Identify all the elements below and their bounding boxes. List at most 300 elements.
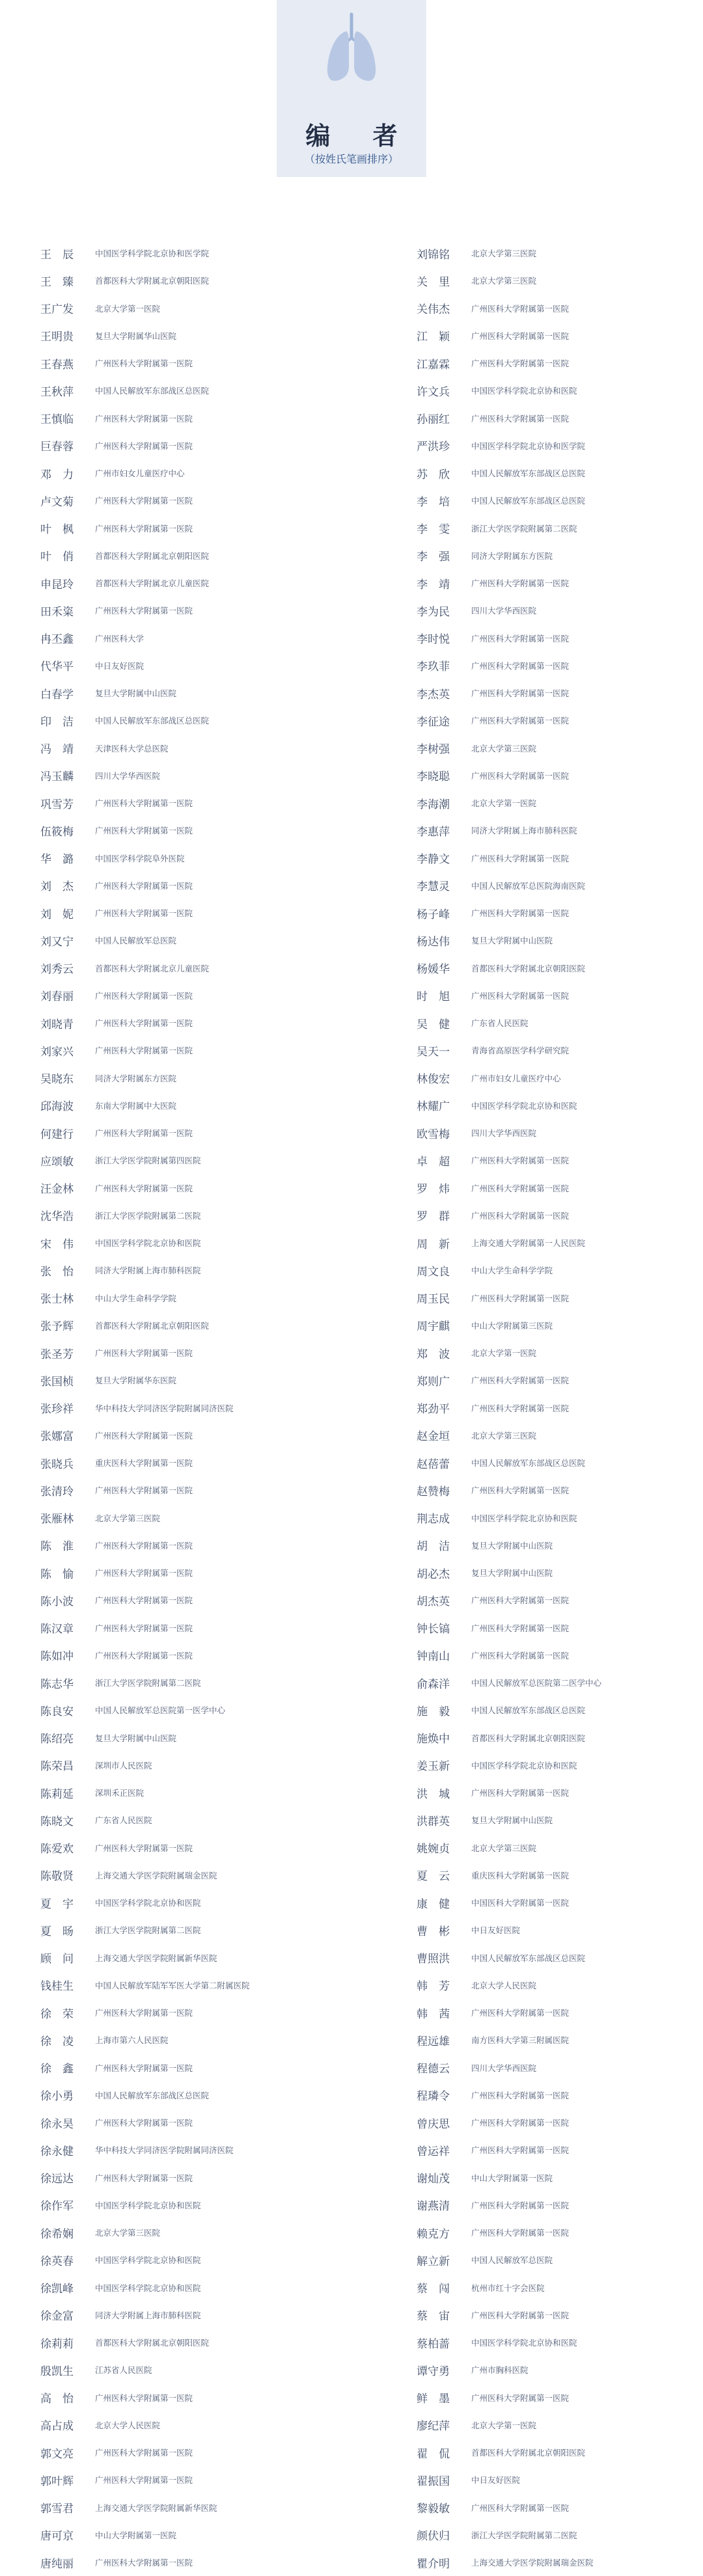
editor-name: 康 健 <box>417 1897 450 1911</box>
editor-name: 邱海波 <box>40 1100 74 1114</box>
editor-row <box>40 1586 250 1614</box>
editor-affiliation: 广州医科大学附属第一医院 <box>471 688 570 699</box>
editor-affiliation: 东南大学附属中大医院 <box>95 1100 177 1111</box>
editor-name: 王广发 <box>40 303 74 317</box>
editor-row <box>417 1366 601 1394</box>
editor-affiliation: 广州医科大学附属第一医院 <box>471 2118 570 2128</box>
editor-row <box>40 295 250 322</box>
editor-row <box>40 2301 250 2329</box>
editor-row <box>417 349 601 377</box>
editor-affiliation: 浙江大学医学院附属第二医院 <box>95 1925 201 1936</box>
editor-name: 李时悦 <box>417 633 450 647</box>
editor-row <box>40 2356 250 2383</box>
editor-row <box>40 1642 250 1669</box>
editor-row <box>40 2081 250 2109</box>
editor-name: 华 潞 <box>40 853 74 867</box>
editor-affiliation: 广州医科大学附属第一医院 <box>471 2502 570 2513</box>
editor-row <box>40 1284 250 1312</box>
editor-name: 刘锦铭 <box>417 248 450 262</box>
editor-row <box>417 515 601 542</box>
editor-row <box>417 2164 601 2191</box>
editor-name: 王春燕 <box>40 358 74 372</box>
editor-row <box>417 1642 601 1669</box>
editor-name: 唐可京 <box>40 2530 74 2543</box>
editor-affiliation: 广州医科大学附属第一医院 <box>471 1595 570 1606</box>
editor-row <box>40 322 250 349</box>
editor-name: 赵蓓蕾 <box>417 1457 450 1471</box>
editor-name: 田禾粢 <box>40 605 74 619</box>
editor-row <box>40 955 250 982</box>
editor-affiliation: 广州医科大学附属第一医院 <box>95 2558 193 2568</box>
editor-row <box>40 1779 250 1806</box>
editor-affiliation: 同济大学附属东方医院 <box>95 1073 177 1083</box>
editor-affiliation: 浙江大学医学院附属第二医院 <box>471 2530 577 2540</box>
editor-affiliation: 广州医科大学附属第一医院 <box>471 1403 570 1413</box>
editor-row <box>417 1614 601 1642</box>
editor-row <box>40 2054 250 2081</box>
editor-affiliation: 北京大学第三医院 <box>471 1843 537 1853</box>
editor-affiliation: 同济大学附属上海市肺科医院 <box>95 2310 201 2320</box>
editor-affiliation: 广州医科大学附属第一医院 <box>95 496 193 506</box>
editor-name: 陈晓文 <box>40 1815 74 1828</box>
editor-affiliation: 四川大学华西医院 <box>471 2063 537 2073</box>
editor-name: 陈荣昌 <box>40 1760 74 1774</box>
editor-row <box>40 1972 250 1999</box>
editor-row <box>40 1256 250 1284</box>
editor-affiliation: 中日友好医院 <box>471 2475 521 2486</box>
editor-row <box>40 487 250 514</box>
editor-affiliation: 中国医学科学院阜外医院 <box>95 853 185 863</box>
editor-affiliation: 广州医科大学附属第一医院 <box>95 1128 193 1139</box>
editor-row <box>417 1394 601 1422</box>
editor-name: 冯玉麟 <box>40 770 74 784</box>
editor-affiliation: 中国医学科学院北京协和医院 <box>95 1238 201 1249</box>
editor-affiliation: 北京大学第一医院 <box>95 303 161 314</box>
editor-row <box>40 625 250 652</box>
editor-affiliation: 华中科技大学同济医学院附属同济医院 <box>95 1403 234 1413</box>
editor-name: 李慧灵 <box>417 880 450 894</box>
editor-row <box>40 459 250 487</box>
editor-name: 胡杰英 <box>417 1595 450 1608</box>
editor-row <box>417 2109 601 2136</box>
editor-name: 李晓聪 <box>417 770 450 784</box>
editor-affiliation: 广州医科大学附属第一医院 <box>471 716 570 726</box>
editor-affiliation: 广州医科大学附属第一医院 <box>471 908 570 919</box>
editor-affiliation: 广州医科大学附属第一医院 <box>471 990 570 1001</box>
editor-name: 鲜 墨 <box>417 2393 450 2406</box>
editor-name: 蔡 宙 <box>417 2310 450 2324</box>
editor-row <box>417 1202 601 1229</box>
editor-affiliation: 中国人民解放军东部战区总医院 <box>471 1458 586 1469</box>
editor-name: 罗 炜 <box>417 1183 450 1197</box>
editor-row <box>40 2136 250 2163</box>
editor-name: 洪 城 <box>417 1787 450 1801</box>
editor-row <box>40 1366 250 1394</box>
editor-affiliation: 首都医科大学附属北京朝阳医院 <box>471 2448 586 2458</box>
editor-name: 许文兵 <box>417 385 450 399</box>
editor-name: 钟南山 <box>417 1650 450 1664</box>
editor-affiliation: 中国人民解放军东部战区总医院 <box>471 496 586 506</box>
editor-affiliation: 广州医科大学附属第一医院 <box>95 880 193 891</box>
editor-affiliation: 广州医科大学附属第一医院 <box>95 2393 193 2403</box>
editor-name: 宋 伟 <box>40 1238 74 1251</box>
editor-name: 郭雪君 <box>40 2502 74 2516</box>
editor-affiliation: 广州医科大学附属第一医院 <box>95 1046 193 1056</box>
editor-affiliation: 广州医科大学附属第一医院 <box>95 413 193 424</box>
editor-name: 张予辉 <box>40 1320 74 1334</box>
editor-row <box>417 1696 601 1724</box>
editor-row <box>417 899 601 927</box>
editor-name: 郑劲平 <box>417 1403 450 1417</box>
editor-name: 谢燕清 <box>417 2200 450 2214</box>
editor-name: 解立新 <box>417 2255 450 2268</box>
editor-row <box>417 1779 601 1806</box>
editor-affiliation: 北京大学第三医院 <box>95 1513 161 1523</box>
editor-affiliation: 复旦大学附属中山医院 <box>95 1733 177 1743</box>
editor-affiliation: 广州医科大学附属第一医院 <box>471 2228 570 2238</box>
editor-affiliation: 广州医科大学附属第一医院 <box>471 2008 570 2018</box>
editor-row <box>40 1202 250 1229</box>
editor-affiliation: 北京大学第三医院 <box>471 249 537 259</box>
editor-name: 王 臻 <box>40 275 74 289</box>
editor-affiliation: 中国人民解放军东部战区总医院 <box>95 2090 210 2100</box>
editor-row <box>417 652 601 679</box>
editor-row <box>417 1284 601 1312</box>
editor-affiliation: 复旦大学附属华东医院 <box>95 1376 177 1386</box>
editor-name: 曾运祥 <box>417 2145 450 2158</box>
editor-name: 夏 旸 <box>40 1925 74 1938</box>
editor-affiliation: 中国人民解放军东部战区总医院 <box>471 1953 586 1963</box>
editor-affiliation: 深圳市人民医院 <box>95 1760 152 1770</box>
editor-name: 徐作军 <box>40 2200 74 2214</box>
editor-affiliation: 广州医科大学附属第一医院 <box>471 1156 570 1166</box>
editor-affiliation: 同济大学附属上海市肺科医院 <box>471 826 577 836</box>
editor-affiliation: 广州医科大学附属第一医院 <box>471 2310 570 2320</box>
editor-row <box>40 1916 250 1944</box>
editor-affiliation: 天津医科大学总医院 <box>95 743 169 753</box>
editor-row <box>40 1504 250 1532</box>
editor-affiliation: 广州医科大学附属第一医院 <box>95 606 193 616</box>
editor-row <box>417 2494 601 2521</box>
editor-affiliation: 北京大学第一医院 <box>471 1348 537 1359</box>
editor-row <box>417 1064 601 1092</box>
editor-row <box>40 707 250 734</box>
editor-row <box>40 1559 250 1586</box>
editor-affiliation: 首都医科大学附属北京朝阳医院 <box>95 1320 210 1331</box>
editor-affiliation: 浙江大学医学院附属第四医院 <box>95 1156 201 1166</box>
editor-name: 张晓兵 <box>40 1457 74 1471</box>
editor-name: 李杰英 <box>417 688 450 701</box>
editor-affiliation: 广州医科大学附属第一医院 <box>95 1595 193 1606</box>
editor-name: 苏 欣 <box>417 468 450 481</box>
editor-row <box>40 1119 250 1146</box>
editor-name: 胡必杰 <box>417 1567 450 1581</box>
editor-row <box>417 2274 601 2301</box>
editor-affiliation: 复旦大学附属中山医院 <box>471 1540 553 1551</box>
editor-affiliation: 中日友好医院 <box>95 660 145 671</box>
editor-row <box>40 2329 250 2356</box>
editor-affiliation: 中国医学科学院北京协和医学院 <box>471 441 586 451</box>
editor-name: 李海潮 <box>417 798 450 811</box>
editor-name: 陈 愉 <box>40 1567 74 1581</box>
editor-row <box>417 2439 601 2466</box>
editor-name: 李 靖 <box>417 578 450 591</box>
editor-row <box>40 1174 250 1202</box>
editor-row <box>40 405 250 432</box>
editor-name: 代华平 <box>40 660 74 674</box>
editor-affiliation: 广州市妇女儿童医疗中心 <box>95 468 185 479</box>
editor-name: 杨子峰 <box>417 908 450 921</box>
editor-name: 印 洁 <box>40 715 74 729</box>
editor-affiliation: 广州医科大学附属第一医院 <box>471 1376 570 1386</box>
editor-row <box>417 1752 601 1779</box>
editor-affiliation: 广州医科大学附属第一医院 <box>95 826 193 836</box>
editor-row <box>40 2466 250 2493</box>
editor-row <box>40 1669 250 1696</box>
editor-name: 李征途 <box>417 715 450 729</box>
editor-row <box>417 2466 601 2493</box>
editor-affiliation: 广州医科大学附属第一医院 <box>95 1650 193 1661</box>
editor-affiliation: 复旦大学附属中山医院 <box>95 688 177 699</box>
editor-name: 邓 力 <box>40 468 74 481</box>
editor-name: 徐小勇 <box>40 2090 74 2104</box>
editor-row <box>417 432 601 459</box>
editor-affiliation: 广州医科大学附属第一医院 <box>471 2393 570 2403</box>
editor-affiliation: 中国人民解放军东部战区总医院 <box>471 468 586 479</box>
editor-affiliation: 同济大学附属上海市肺科医院 <box>95 1266 201 1276</box>
editor-name: 陈绍亮 <box>40 1733 74 1746</box>
editor-name: 李为民 <box>417 605 450 619</box>
editor-row <box>40 2219 250 2246</box>
editor-affiliation: 上海交通大学医学院附属新华医院 <box>95 2502 217 2513</box>
editor-row <box>417 569 601 597</box>
editor-affiliation: 复旦大学附属中山医院 <box>471 936 553 946</box>
editor-name: 陈汉章 <box>40 1623 74 1636</box>
editor-name: 刘春丽 <box>40 990 74 1004</box>
editor-affiliation: 广州医科大学附属第一医院 <box>95 1843 193 1853</box>
editor-affiliation: 中日友好医院 <box>471 1925 521 1936</box>
editor-row <box>40 2164 250 2191</box>
editor-name: 施 毅 <box>417 1705 450 1718</box>
editor-name: 徐远达 <box>40 2173 74 2186</box>
editor-name: 刘秀云 <box>40 963 74 977</box>
editor-name: 徐 荣 <box>40 2007 74 2021</box>
editor-name: 罗 群 <box>417 1210 450 1224</box>
editor-name: 王明贵 <box>40 331 74 344</box>
editor-row <box>40 1532 250 1559</box>
editor-affiliation: 北京大学第三医院 <box>471 276 537 286</box>
editor-row <box>417 1532 601 1559</box>
editor-affiliation: 北京大学第三医院 <box>471 743 537 753</box>
editor-name: 陈莉延 <box>40 1787 74 1801</box>
editor-affiliation: 广州医科大学附属第一医院 <box>471 853 570 863</box>
editor-affiliation: 中国医学科学院北京协和医学院 <box>95 249 210 259</box>
editor-row <box>417 1944 601 1972</box>
editor-name: 徐 鑫 <box>40 2063 74 2076</box>
editor-row <box>40 2246 250 2273</box>
editor-row <box>417 1092 601 1119</box>
editor-affiliation: 南方医科大学第三附属医院 <box>471 2035 570 2046</box>
editor-name: 张雁林 <box>40 1513 74 1526</box>
editor-name: 巨春蓉 <box>40 441 74 454</box>
editor-row <box>40 2549 250 2576</box>
editor-name: 徐 凌 <box>40 2035 74 2048</box>
editor-row <box>40 1422 250 1449</box>
editor-affiliation: 广州医科大学附属第一医院 <box>471 1650 570 1661</box>
editor-affiliation: 上海交通大学医学院附属新华医院 <box>95 1953 217 1963</box>
editor-row <box>40 652 250 679</box>
editor-name: 伍筱梅 <box>40 825 74 839</box>
editor-row <box>417 2329 601 2356</box>
editor-row <box>417 1559 601 1586</box>
editor-affiliation: 中山大学附属第一医院 <box>95 2530 177 2540</box>
editor-affiliation: 广州医科大学附属第一医院 <box>95 798 193 809</box>
editor-name: 徐希娴 <box>40 2227 74 2241</box>
editor-affiliation: 广州医科大学附属第一医院 <box>95 359 193 369</box>
editor-affiliation: 中国人民解放军总医院 <box>95 936 177 946</box>
editor-row <box>40 817 250 844</box>
editor-row <box>417 2191 601 2219</box>
editor-row <box>417 927 601 954</box>
editor-affiliation: 广东省人民医院 <box>471 1018 529 1029</box>
editor-affiliation: 中国人民解放军总医院海南医院 <box>471 880 586 891</box>
editor-name: 夏 云 <box>417 1870 450 1884</box>
editor-affiliation: 中山大学附属第三医院 <box>471 1320 553 1331</box>
editor-row <box>40 349 250 377</box>
editor-name: 李 雯 <box>417 523 450 537</box>
editor-affiliation: 广州医科大学附属第一医院 <box>95 1430 193 1441</box>
editor-affiliation: 上海市第六人民医院 <box>95 2035 169 2046</box>
editor-row <box>417 487 601 514</box>
editor-name: 翟振国 <box>417 2474 450 2488</box>
editor-row <box>417 1229 601 1256</box>
editor-name: 钱桂生 <box>40 1980 74 1994</box>
editor-row <box>40 2384 250 2411</box>
editor-row <box>417 1449 601 1476</box>
editor-affiliation: 广东省人民医院 <box>95 1815 152 1826</box>
editor-name: 瞿介明 <box>417 2557 450 2571</box>
editor-affiliation: 中国人民解放军总医院 <box>471 2255 553 2266</box>
editor-affiliation: 浙江大学医学院附属第二医院 <box>95 1678 201 1688</box>
page-subtitle: （按姓氏笔画排序） <box>304 153 398 165</box>
editor-name: 姜玉新 <box>417 1760 450 1774</box>
editor-row <box>417 459 601 487</box>
editor-row <box>417 1009 601 1037</box>
editor-name: 张娜富 <box>40 1430 74 1444</box>
editor-name: 王慎临 <box>40 413 74 427</box>
editor-row <box>417 405 601 432</box>
editor-name: 张国桢 <box>40 1375 74 1389</box>
editor-name: 周 新 <box>417 1238 450 1251</box>
editor-row <box>40 1449 250 1476</box>
editor-affiliation: 北京大学第三医院 <box>471 1430 537 1441</box>
editor-column-right <box>417 239 601 2576</box>
editor-row <box>417 1724 601 1752</box>
editor-row <box>417 2356 601 2383</box>
editor-name: 叶 枫 <box>40 523 74 537</box>
editor-name: 谭守勇 <box>417 2365 450 2378</box>
editor-row <box>417 872 601 899</box>
editor-affiliation: 重庆医科大学附属第一医院 <box>95 1458 193 1469</box>
editor-name: 姚婉贞 <box>417 1843 450 1856</box>
editor-name: 徐英春 <box>40 2255 74 2268</box>
editor-row <box>417 845 601 872</box>
editor-affiliation: 广州医科大学附属第一医院 <box>471 1210 570 1221</box>
editor-name: 王秋萍 <box>40 385 74 399</box>
editor-name: 程远雄 <box>417 2035 450 2048</box>
editor-affiliation: 中国医学科学院北京协和医院 <box>95 2255 201 2266</box>
editor-name: 王 辰 <box>40 248 74 262</box>
editor-name: 李惠萍 <box>417 825 450 839</box>
editor-row <box>417 1146 601 1174</box>
editor-name: 林俊宏 <box>417 1073 450 1087</box>
editor-name: 林耀广 <box>417 1100 450 1114</box>
editor-name: 徐永健 <box>40 2145 74 2158</box>
editor-name: 郭叶辉 <box>40 2474 74 2488</box>
editor-affiliation: 中国人民解放军总医院第一医学中心 <box>95 1705 226 1716</box>
editor-affiliation: 四川大学华西医院 <box>471 1128 537 1139</box>
editor-row <box>417 239 601 267</box>
editor-row <box>40 1724 250 1752</box>
editor-name: 郑则广 <box>417 1375 450 1389</box>
editor-affiliation: 广州医科大学附属第一医院 <box>471 2090 570 2100</box>
editor-affiliation: 中国人民解放军东部战区总医院 <box>95 386 210 396</box>
editor-row <box>417 707 601 734</box>
editor-name: 卓 超 <box>417 1155 450 1169</box>
editor-name: 冉丕鑫 <box>40 633 74 647</box>
editor-row <box>40 1862 250 1889</box>
editor-row <box>417 2384 601 2411</box>
editor-affiliation: 中国人民解放军东部战区总医院 <box>471 1705 586 1716</box>
editor-row <box>417 1916 601 1944</box>
editor-row <box>417 377 601 404</box>
editor-name: 时 旭 <box>417 990 450 1004</box>
editor-name: 张士林 <box>40 1293 74 1307</box>
editor-affiliation: 首都医科大学附属北京朝阳医院 <box>471 1733 586 1743</box>
editor-row <box>40 267 250 294</box>
editor-name: 徐永昊 <box>40 2117 74 2131</box>
editor-affiliation: 广州市胸科医院 <box>471 2365 529 2376</box>
editor-row <box>417 1422 601 1449</box>
editor-row <box>40 2439 250 2466</box>
editor-affiliation: 广州医科大学附属第一医院 <box>471 1788 570 1798</box>
editor-affiliation: 广州医科大学附属第一医院 <box>95 1540 193 1551</box>
editor-row <box>417 295 601 322</box>
editor-row <box>417 267 601 294</box>
editor-name: 夏 宇 <box>40 1897 74 1911</box>
editor-row <box>40 377 250 404</box>
editor-affiliation: 广州医科大学附属第一医院 <box>95 2448 193 2458</box>
editor-row <box>417 1476 601 1504</box>
editor-row <box>40 1889 250 1916</box>
editor-affiliation: 上海交通大学医学院附属瑞金医院 <box>95 1870 217 1880</box>
editor-row <box>40 1394 250 1422</box>
editor-affiliation: 中山大学生命科学学院 <box>95 1293 177 1303</box>
page-title: 编 者 <box>305 121 415 150</box>
editor-affiliation: 广州医科大学附属第一医院 <box>95 908 193 919</box>
editor-name: 廖纪萍 <box>417 2420 450 2434</box>
editor-row <box>417 817 601 844</box>
editor-row <box>40 1806 250 1834</box>
editor-row <box>417 1669 601 1696</box>
editor-affiliation: 首都医科大学附属北京儿童医院 <box>95 578 210 589</box>
editor-row <box>40 1614 250 1642</box>
editor-row <box>40 542 250 569</box>
editor-name: 黎毅敏 <box>417 2502 450 2516</box>
editor-affiliation: 江苏省人民医院 <box>95 2365 152 2376</box>
editor-name: 刘家兴 <box>40 1045 74 1059</box>
editor-name: 申昆玲 <box>40 578 74 591</box>
